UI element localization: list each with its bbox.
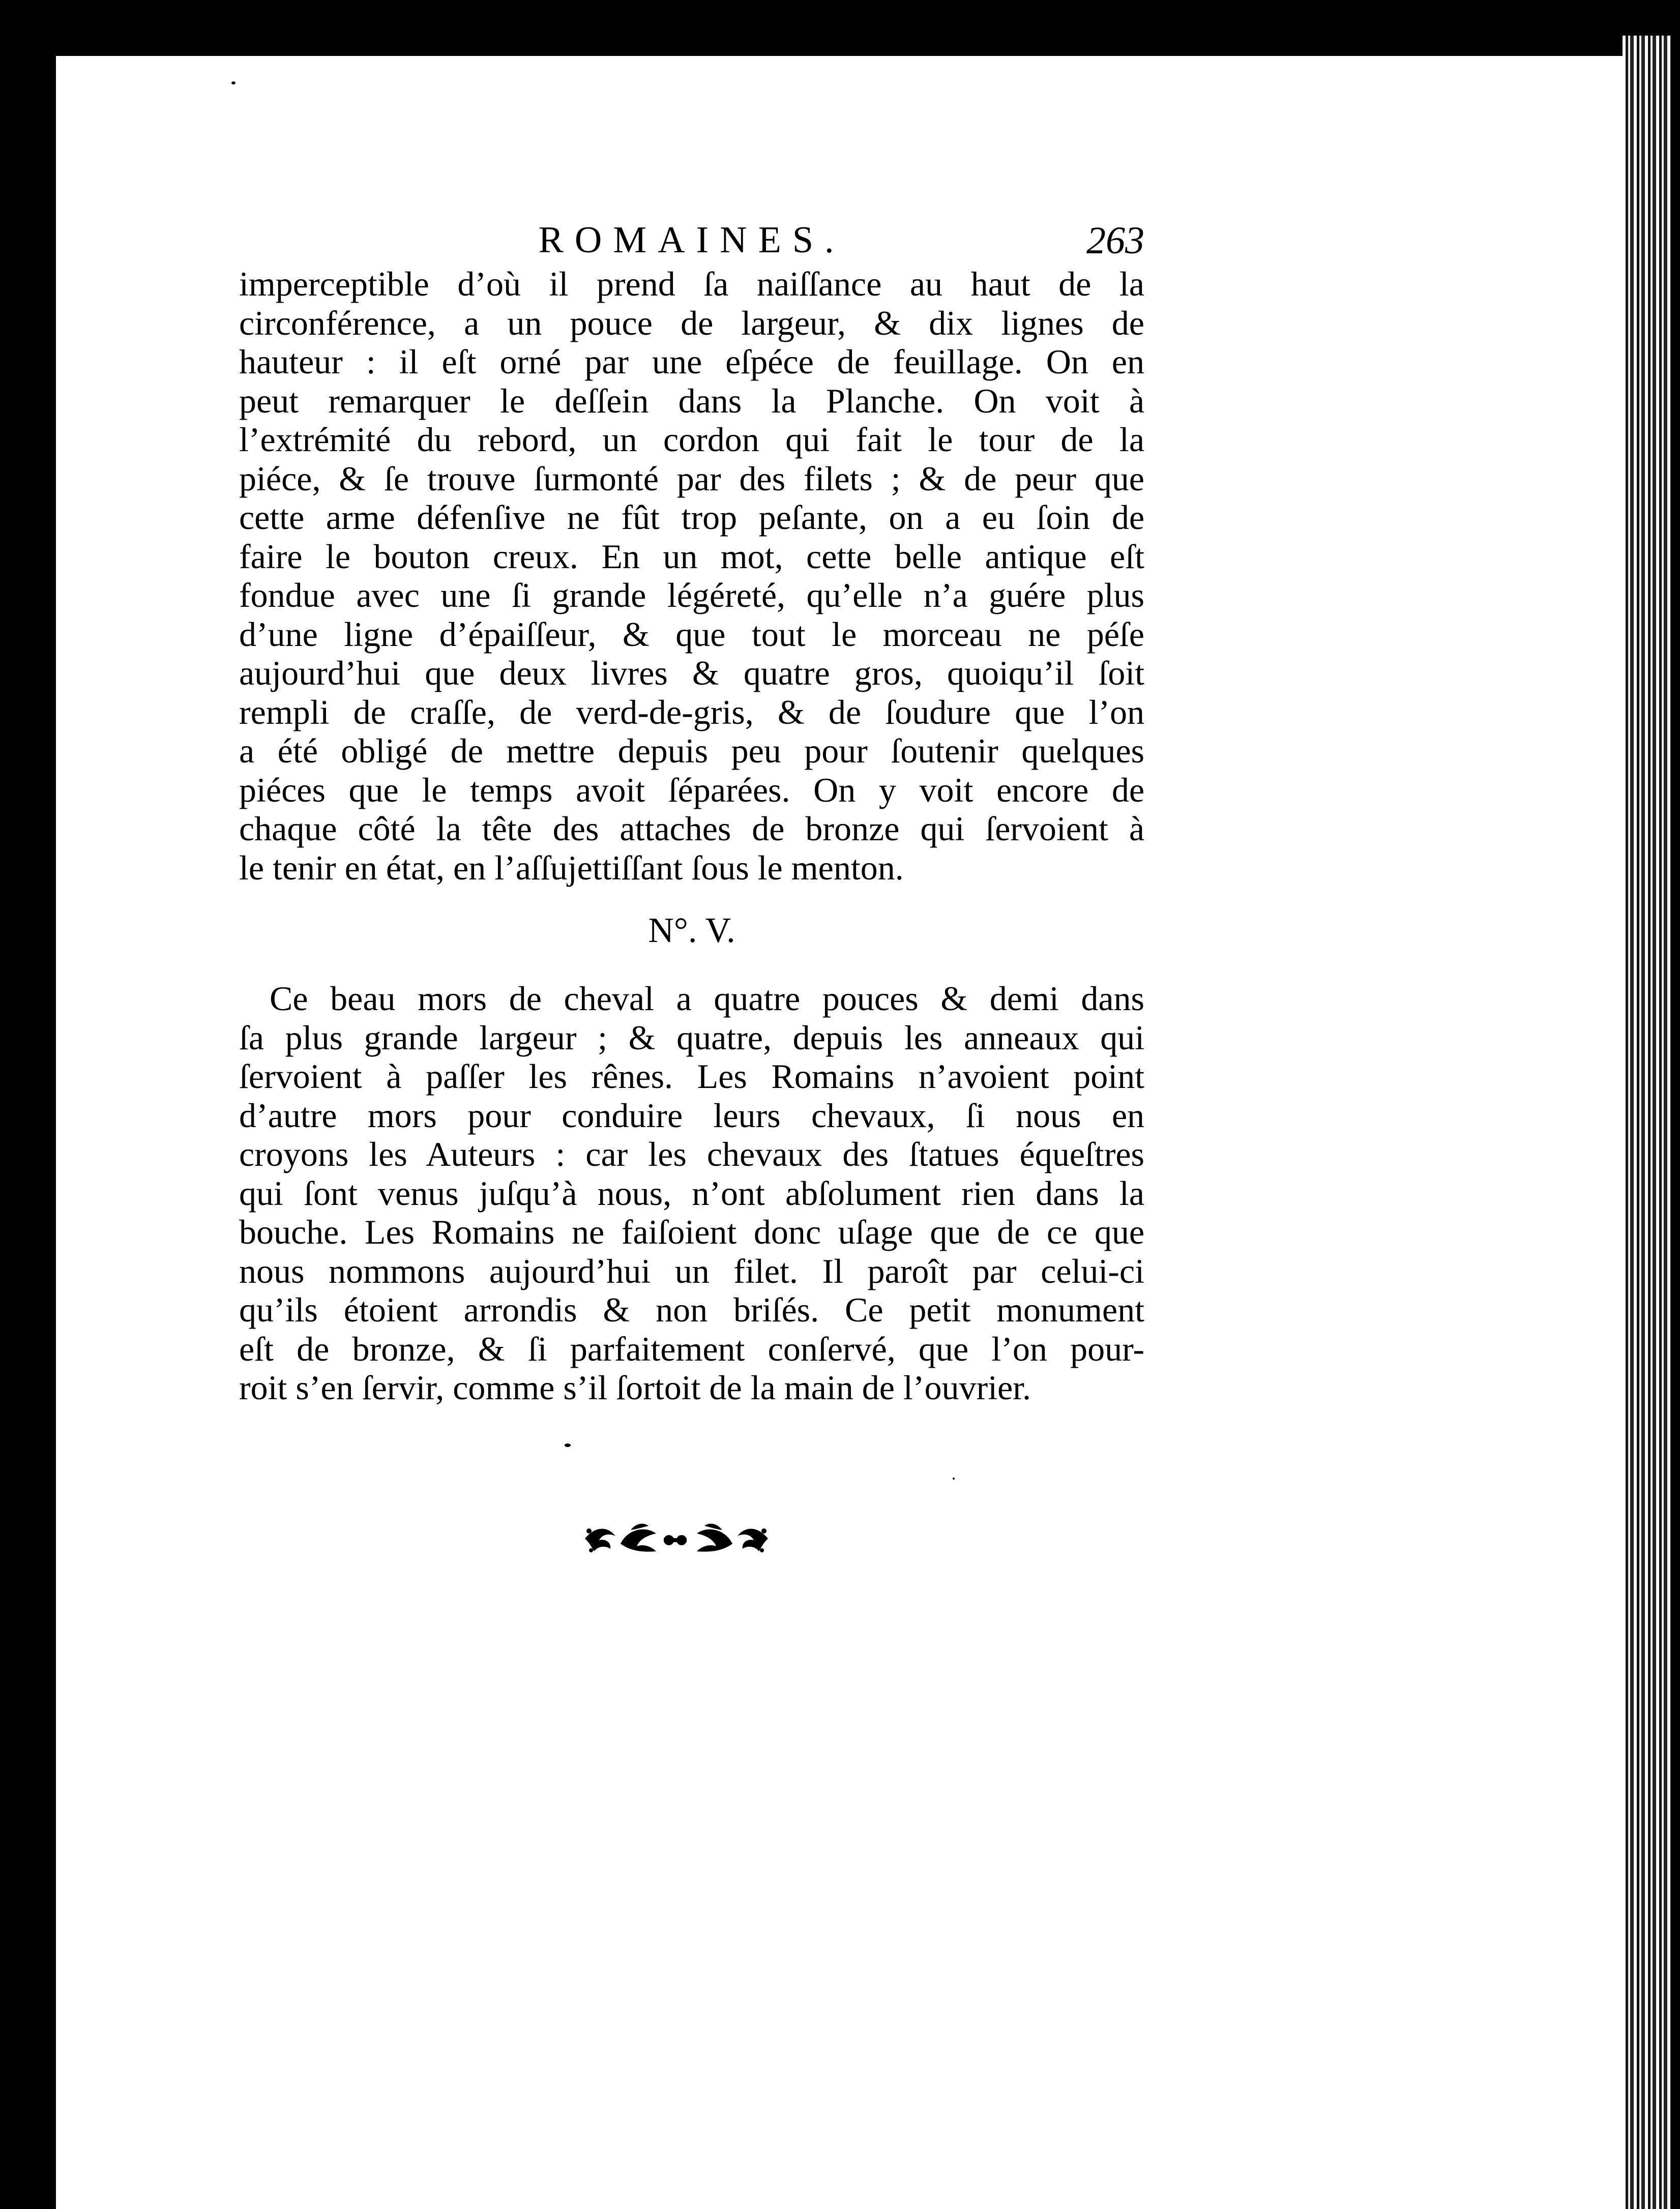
text-line: qu’ils étoient arrondis & non briſés. Ce petit monument: [239, 1290, 1144, 1329]
text-line: peut remarquer le deſſein dans la Planche. On voit à: [239, 381, 1144, 420]
text-line: d’une ligne d’épaiſſeur, & que tout le morceau ne péſe: [239, 614, 1144, 654]
text-line: d’autre mors pour conduire leurs chevaux, ſi nous en: [239, 1096, 1144, 1135]
text-line: qui ſont venus juſqu’à nous, n’ont abſolument rien dans la: [239, 1173, 1144, 1213]
text-line: le tenir en état, en l’aſſujettiſſant ſous le menton.: [239, 848, 904, 887]
text-line: imperceptible d’où il prend ſa naiſſance au haut de la: [239, 264, 1144, 303]
text-line: rempli de craſſe, de verd-de-gris, & de ſoudure que l’on: [239, 692, 1144, 731]
fleuron-ornament-icon: [580, 1516, 773, 1562]
text-line: cette arme défenſive ne fût trop peſante, on a eu ſoin de: [239, 498, 1144, 537]
text-line: aujourd’hui que deux livres & quatre gros, quoiqu’il ſoit: [239, 654, 1144, 692]
text-line: nous nommons aujourd’hui un filet. Il paroît par celui-ci: [239, 1251, 1144, 1290]
text-line: roit s’en ſervir, comme s’il ſortoit de la main de l’ouvrier.: [239, 1368, 1031, 1407]
scan-speck: [231, 81, 235, 84]
text-line: hauteur : il eſt orné par une eſpéce de feuillage. On en: [239, 342, 1144, 381]
text-line: a été obligé de mettre depuis peu pour ſoutenir quelques: [239, 731, 1144, 770]
text-line: ſervoient à paſſer les rênes. Les Romains n’avoient point: [239, 1057, 1144, 1096]
text-line: croyons les Auteurs : car les chevaux des ſtatues équeſtres: [239, 1135, 1144, 1173]
scan-speck: [565, 1444, 571, 1447]
scan-speck: [953, 1478, 955, 1480]
running-head: ROMAINES.: [538, 219, 845, 261]
text-line: fondue avec une ſi grande légéreté, qu’elle n’a guére plus: [239, 576, 1144, 614]
text-line: chaque côté la tête des attaches de bronze qui ſervoient à: [239, 809, 1144, 848]
text-line: Ce beau mors de cheval a quatre pouces & demi dans: [270, 979, 1144, 1018]
section-heading: N°. V.: [648, 911, 735, 950]
text-line: piéces que le temps avoit ſéparées. On y voit encore de: [239, 770, 1144, 809]
text-line: piéce, & ſe trouve ſurmonté par des filets ; & de peur que: [239, 459, 1144, 498]
paragraph-2: [239, 979, 1144, 1407]
page-header: [239, 219, 1144, 270]
page-number: 263: [1086, 219, 1144, 262]
text-line: ſa plus grande largeur ; & quatre, depuis les anneaux qui: [239, 1018, 1144, 1057]
paragraph-1: [239, 264, 1144, 887]
text-line: eſt de bronze, & ſi parfaitement conſervé, que l’on pour-: [239, 1329, 1144, 1368]
text-line: bouche. Les Romains ne faiſoient donc uſage que de ce que: [239, 1213, 1144, 1251]
text-line: faire le bouton creux. En un mot, cette belle antique eſt: [239, 537, 1144, 576]
book-edge: [1623, 36, 1671, 2209]
text-line: circonférence, a un pouce de largeur, & dix lignes de: [239, 303, 1144, 342]
text-line: l’extrémité du rebord, un cordon qui fait le tour de la: [239, 420, 1144, 459]
